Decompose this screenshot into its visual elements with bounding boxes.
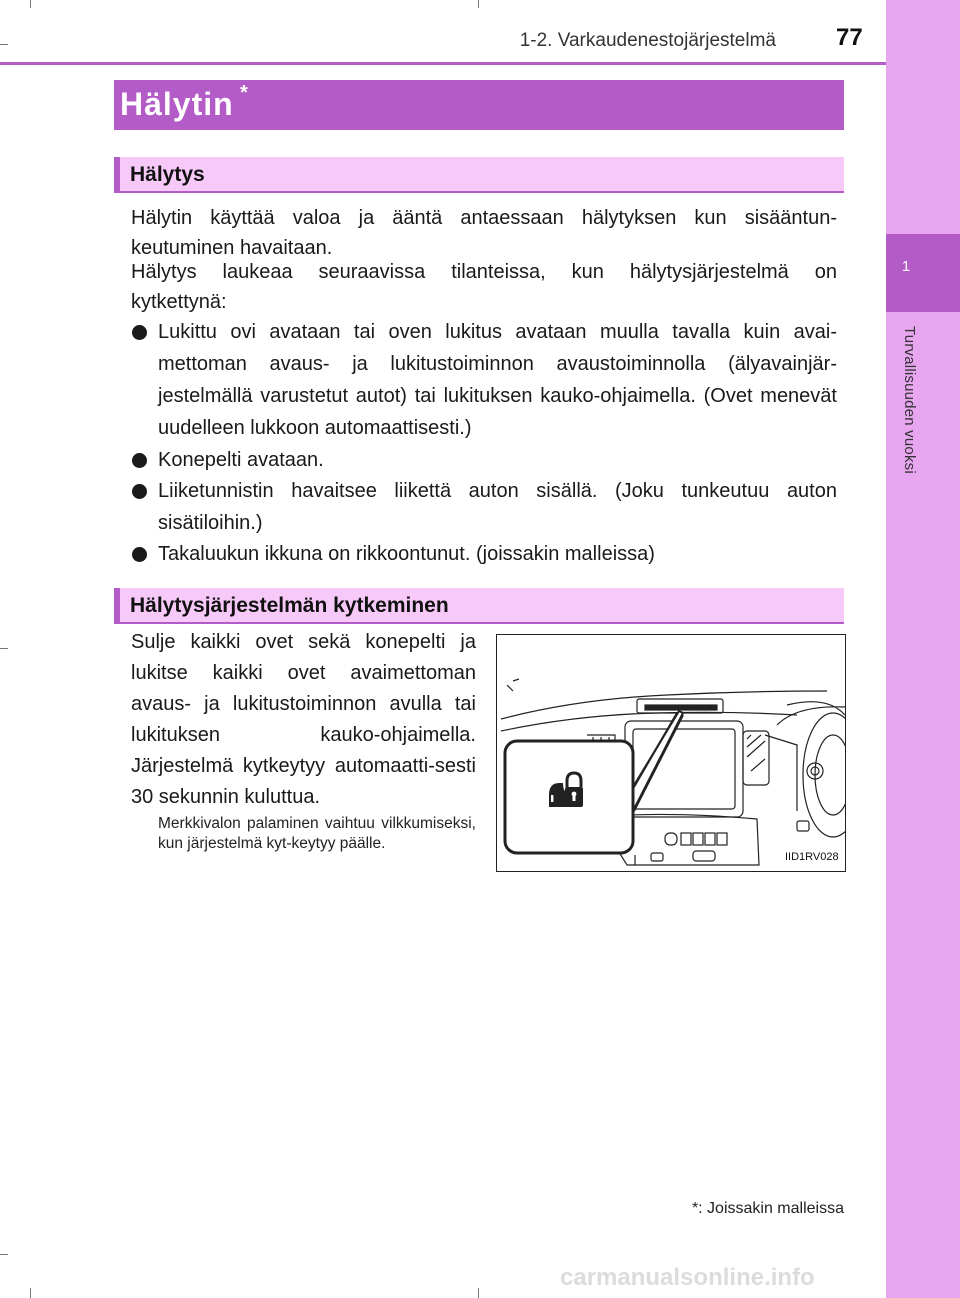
crop-mark [0, 1254, 8, 1255]
section-body: Sulje kaikki ovet sekä konepelti ja lukitse kaikki ovet avaimettoman avaus- ja lukitustoiminnon avulla tai lukituksen kauko-ohjaimella. Järjestelmä kytkeytyy automaatti-sesti 30 sekunnin kuluttua. [131, 631, 476, 808]
header-rule [0, 62, 886, 65]
paragraph-line: Hälytin käyttää valoa ja ääntä antaessaan hälytyksen kun sisääntun- [131, 207, 837, 229]
paragraph-line: keutuminen havaitaan. [131, 237, 333, 259]
bullet-icon [132, 484, 147, 499]
page-number: 77 [836, 24, 863, 51]
paragraph-line: Hälytys laukeaa seuraavissa tilanteissa, kun hälytysjärjestelmä on [131, 261, 837, 283]
bullet-icon [132, 547, 147, 562]
crop-mark [478, 1288, 479, 1298]
dashboard-illustration [496, 634, 846, 872]
chapter-side-tab [886, 0, 960, 1298]
bullet-item [158, 444, 837, 476]
page-title: Hälytin [120, 86, 234, 122]
crop-mark [30, 1288, 31, 1298]
chapter-label: Turvallisuuden vuoksi [901, 326, 918, 474]
bullet-item [158, 475, 837, 539]
running-header-section: 1-2. Varkaudenestojärjestelmä [519, 30, 776, 51]
bullet-icon [132, 453, 147, 468]
watermark: carmanualsonline.info [560, 1264, 815, 1291]
heading-accent [114, 588, 120, 622]
bullet-text: Takaluukun ikkuna on rikkoontunut. (joissakin malleissa) [158, 543, 655, 565]
section-heading-bar [114, 157, 844, 193]
crop-mark [0, 648, 8, 649]
bullet-item [158, 538, 837, 570]
paragraph-line: kytkettynä: [131, 291, 227, 313]
crop-mark [478, 0, 479, 8]
bullet-text: Liiketunnistin havaitsee liikettä auton sisällä. (Joku tunkeutuu auton sisätiloihin.) [158, 480, 837, 534]
title-footnote-star: * [240, 82, 248, 104]
figure-code: IID1RV028 [785, 851, 839, 863]
section-heading: Hälytys [130, 163, 205, 186]
heading-accent [114, 157, 120, 191]
dashboard-drawing [497, 635, 845, 871]
section-heading-bar [114, 588, 844, 624]
bullet-text: Lukittu ovi avataan tai oven lukitus avataan muulla tavalla kuin avai-mettoman avaus- ja lukitustoiminnon avaustoiminnolla (älyavainjär-jestelmällä varustetut autot) tai lukituksen kauko-ohjaimella. (Ovet menevät uudelleen lukkoon automaattisesti.) [158, 321, 837, 439]
crop-mark [0, 44, 8, 45]
chapter-number: 1 [901, 258, 911, 275]
bullet-icon [132, 325, 147, 340]
crop-mark [30, 0, 31, 8]
bullet-item [158, 316, 837, 444]
footnote: *: Joissakin malleissa [691, 1200, 844, 1217]
bullet-text: Konepelti avataan. [158, 449, 324, 471]
indicator-note: Merkkivalon palaminen vaihtuu vilkkumiseksi, kun järjestelmä kyt-keytyy päälle. [158, 815, 476, 852]
page-title-bar [114, 80, 844, 130]
section-heading: Hälytysjärjestelmän kytkeminen [130, 594, 449, 617]
